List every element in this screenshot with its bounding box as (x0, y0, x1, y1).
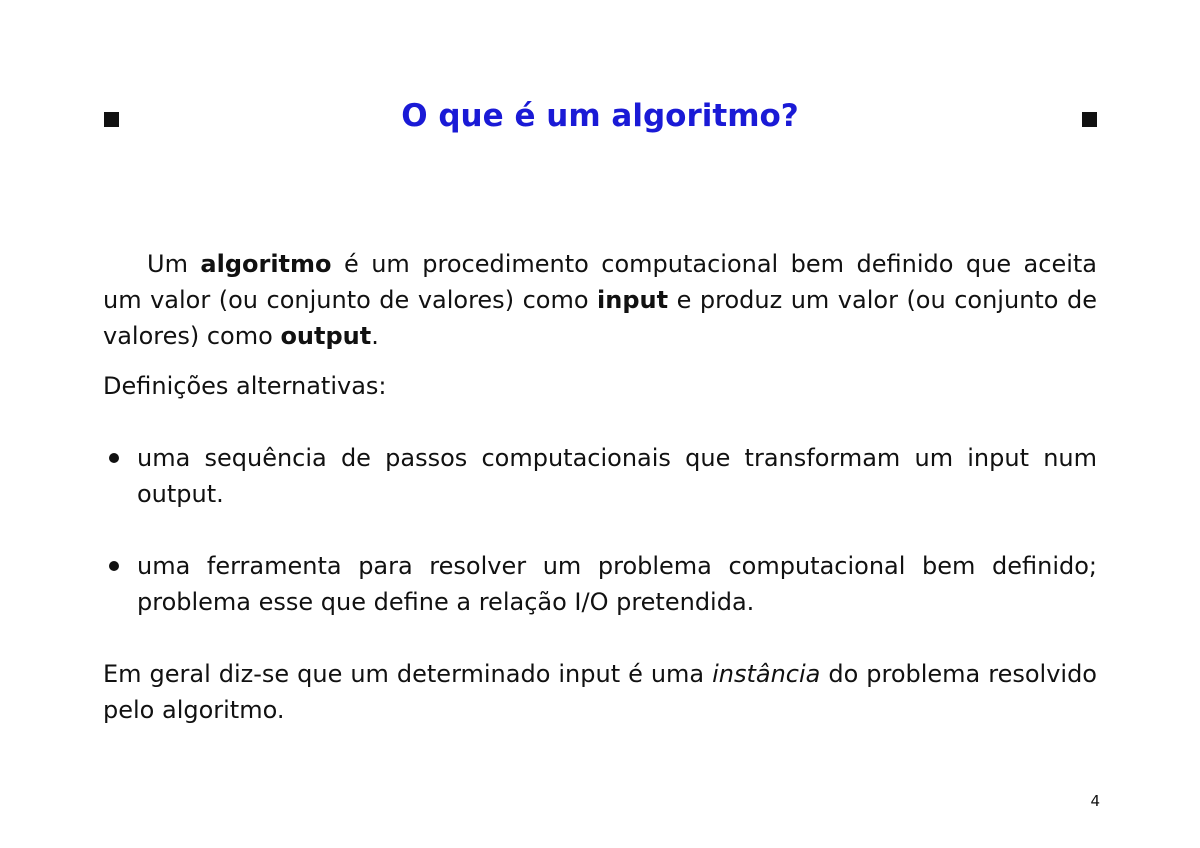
definition-text: uma ferramenta para resolver um problema computacional bem definido; problema esse que define a relação I/O pretendida. (137, 552, 1097, 616)
bullet-icon (109, 561, 119, 571)
term-output: output (280, 322, 372, 350)
intro-text-3: e produz um valor (ou conjunto de valores) como (103, 286, 1098, 350)
slide-content (103, 246, 1097, 728)
intro-text-4: . (371, 322, 379, 350)
bullet-icon (109, 453, 119, 463)
intro-paragraph (103, 246, 1097, 354)
closing-paragraph (103, 656, 1097, 728)
definitions-list (103, 440, 1097, 620)
closing-text-1: Em geral diz-se que um determinado input é uma (103, 660, 713, 688)
term-input: input (597, 286, 669, 314)
list-item (103, 548, 1097, 620)
term-algoritmo: algoritmo (200, 250, 332, 278)
definition-text: uma sequência de passos computacionais que transformam um input num output. (137, 444, 1097, 508)
list-item (103, 440, 1097, 512)
intro-text-2: é um procedimento computacional bem definido que aceita um valor (ou conjunto de valores) como (103, 250, 1097, 314)
term-instancia: instância (712, 660, 821, 688)
page-number: 4 (1090, 792, 1100, 810)
corner-square-right-icon (1082, 112, 1097, 127)
intro-text-1: Um (147, 250, 201, 278)
closing-text-2: do problema resolvido pelo algoritmo. (103, 660, 1097, 724)
alternatives-heading: Definições alternativas: (103, 372, 387, 400)
slide-title: O que é um algoritmo? (401, 98, 799, 134)
